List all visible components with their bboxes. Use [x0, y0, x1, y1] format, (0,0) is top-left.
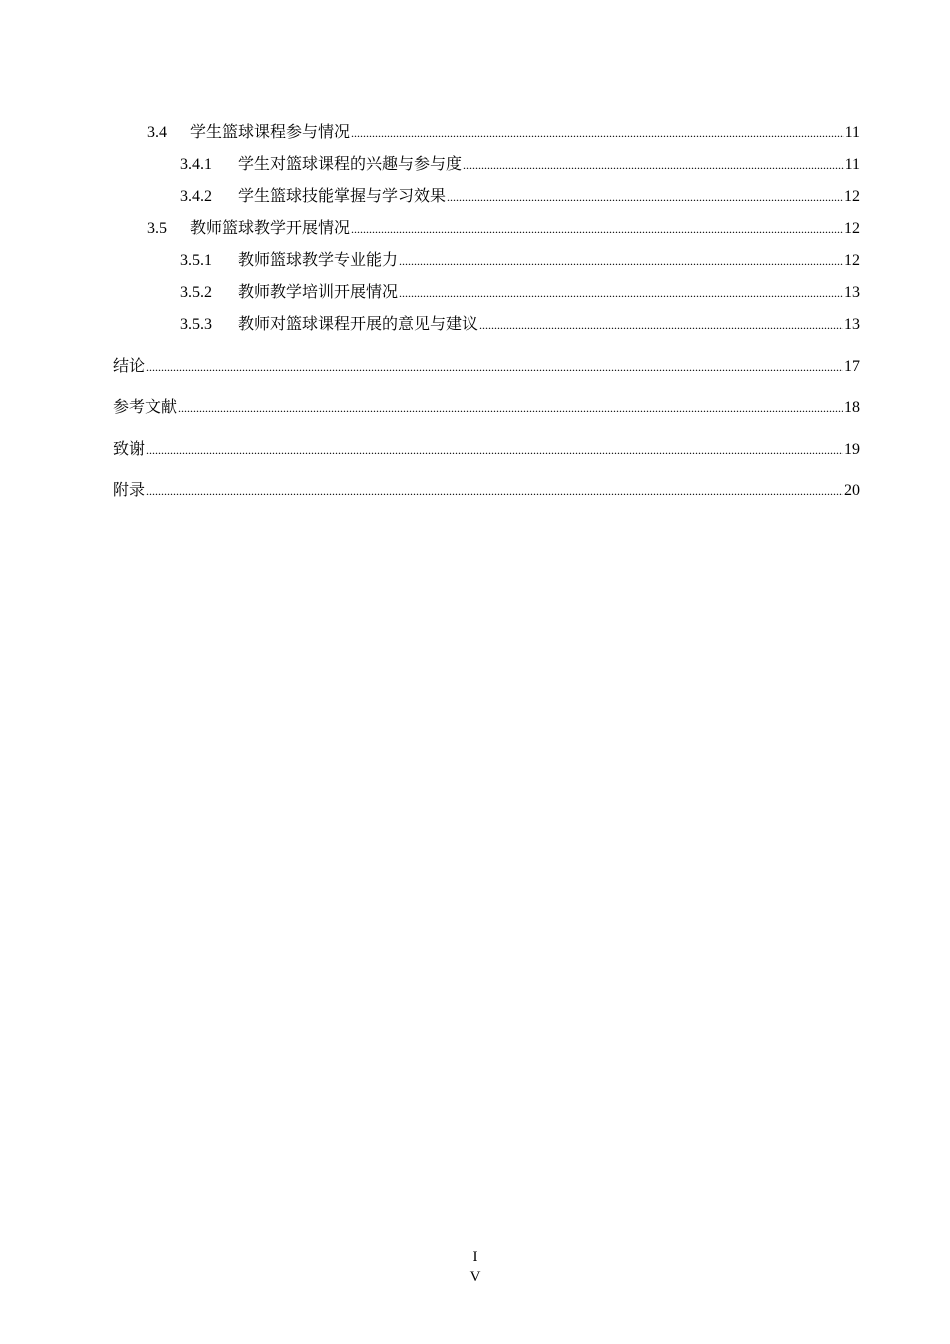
toc-leader-dots: [399, 248, 843, 274]
toc-entry-title: 学生对篮球课程的兴趣与参与度: [238, 154, 463, 173]
toc-leader-dots: [447, 184, 843, 210]
toc-entry-number: 3.4.1: [180, 156, 212, 173]
toc-entry-page: 17: [844, 358, 860, 375]
toc-entry-title: 教师对篮球课程开展的意见与建议: [238, 314, 479, 333]
toc-leader-dots: [479, 312, 843, 338]
toc-entry-title: 附录: [113, 480, 146, 499]
toc-entry-title: 参考文献: [113, 397, 178, 416]
toc-entry-acknowledgements[interactable]: [113, 436, 860, 462]
toc-entry-page: 13: [844, 284, 860, 301]
footer-page-number-line1: I: [472, 1249, 478, 1265]
toc-leader-dots: [351, 120, 844, 146]
toc-entry-page: 11: [844, 124, 860, 141]
toc-leader-dots: [146, 437, 843, 463]
toc-entry-page: 19: [844, 441, 860, 458]
toc-entry-title: 致谢: [113, 439, 146, 458]
toc-entry-page: 20: [844, 482, 860, 499]
toc-entry-title: 教师教学培训开展情况: [238, 282, 399, 301]
toc-entry-title: 结论: [113, 356, 146, 375]
toc-entry-3-4-1[interactable]: [180, 151, 860, 177]
toc-entry-references[interactable]: [113, 394, 860, 420]
toc-entry-title: 教师篮球教学专业能力: [238, 250, 399, 269]
toc-entry-number: 3.4.2: [180, 188, 212, 205]
footer-page-number-line2: V: [469, 1269, 481, 1285]
toc-entry-title: 学生篮球技能掌握与学习效果: [238, 186, 447, 205]
toc-leader-dots: [178, 395, 843, 421]
toc-entry-3-4-2[interactable]: [180, 183, 860, 209]
toc-entry-page: 18: [844, 399, 860, 416]
toc-entry-page: 12: [844, 252, 860, 269]
toc-entry-number: 3.4: [147, 124, 167, 141]
toc-entry-3-5[interactable]: [147, 215, 860, 241]
toc-entry-appendix[interactable]: [113, 477, 860, 503]
toc-entry-page: 11: [844, 156, 860, 173]
toc-leader-dots: [146, 478, 843, 504]
toc-leader-dots: [351, 216, 843, 242]
toc-entry-title: 教师篮球教学开展情况: [190, 218, 351, 237]
toc-entry-3-5-2[interactable]: [180, 279, 860, 305]
toc-entry-number: 3.5.2: [180, 284, 212, 301]
toc-entry-number: 3.5.1: [180, 252, 212, 269]
toc-leader-dots: [463, 152, 844, 178]
toc-entry-number: 3.5.3: [180, 316, 212, 333]
toc-entry-3-4[interactable]: [147, 119, 860, 145]
toc-entry-page: 12: [844, 188, 860, 205]
toc-leader-dots: [399, 280, 843, 306]
toc-entry-title: 学生篮球课程参与情况: [190, 122, 351, 141]
toc-entry-page: 12: [844, 220, 860, 237]
toc-entry-3-5-3[interactable]: [180, 311, 860, 337]
toc-entry-page: 13: [844, 316, 860, 333]
toc-entry-conclusion[interactable]: [113, 353, 860, 379]
toc-entry-number: 3.5: [147, 220, 167, 237]
toc-entry-3-5-1[interactable]: [180, 247, 860, 273]
toc-leader-dots: [146, 354, 843, 380]
